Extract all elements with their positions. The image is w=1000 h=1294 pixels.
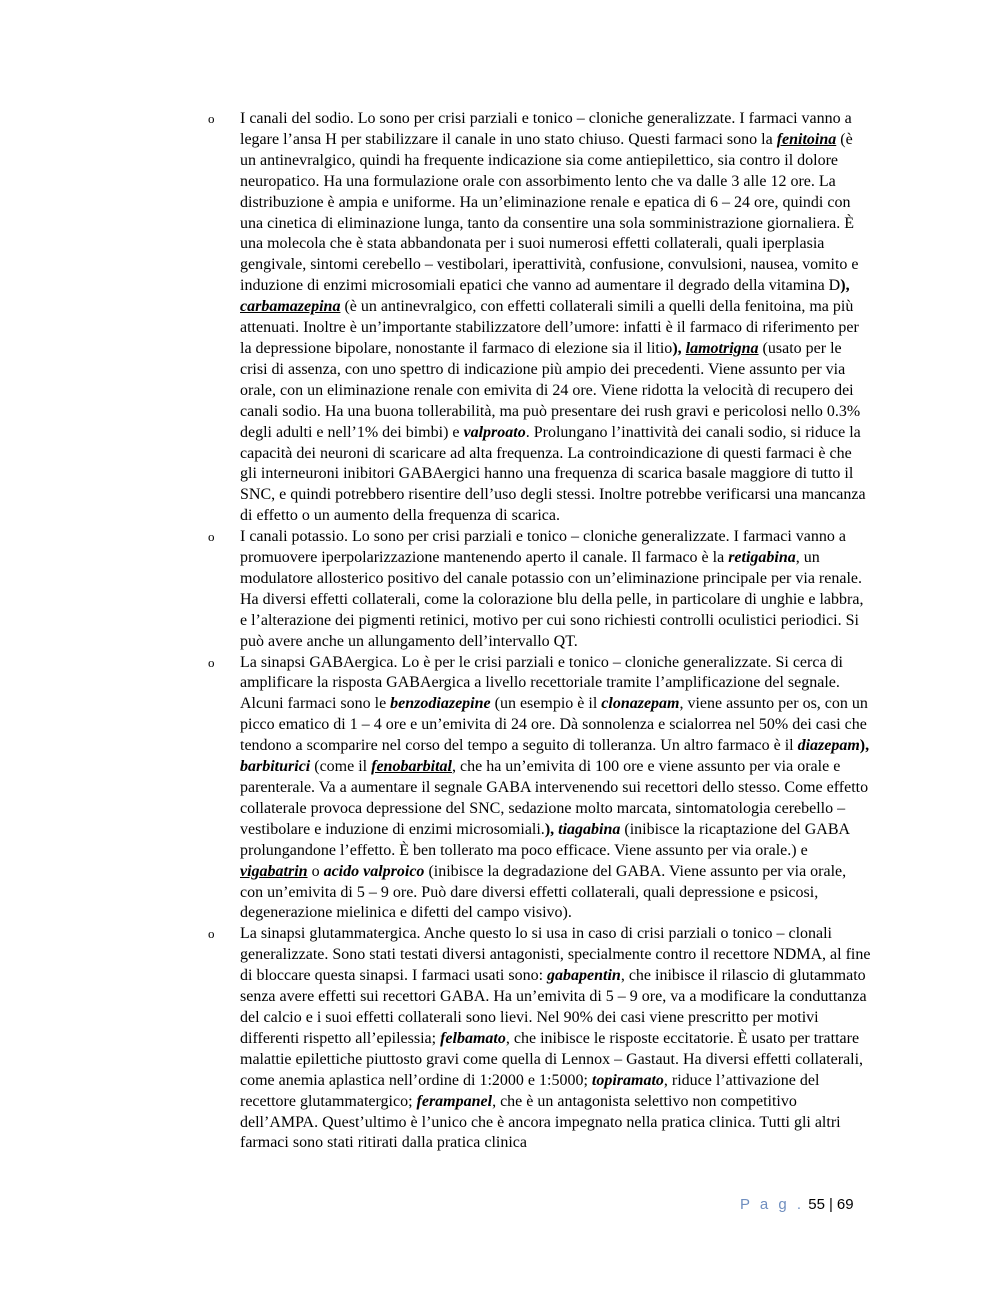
bullet-marker: o <box>208 529 215 545</box>
text-segment: , che ha un’emivita di 100 ore e viene assunto per via orale e parenterale. Va a aumentare il segnale GABA intervenendo sui recettori dello stesso. Come effetto collaterale provoca depressione del SNC, sedazione molto marcata, sintomatologia cerebello – vestibolare e induzione di enzimi microsomiali. <box>240 758 869 838</box>
text-segment: o <box>307 862 324 880</box>
bullet-marker: o <box>208 926 215 942</box>
drug-name: barbiturici <box>240 758 311 776</box>
text-segment: (usato per le crisi di assenza, con uno spettro di indicazione più ampio dei precedenti. Viene assunto per via orale, con un eliminazione renale con emivita di 24 ore. Viene ridotta la velocità di recupero dei canali sodio. Ha una buona tollerabilità, ma può presentare dei rush gravi e pericolosi nello 0.3% degli adulti e nell’1% dei bimbi) e <box>240 339 861 441</box>
text-segment: La sinapsi glutammatergica. Anche questo lo si usa in caso di crisi parziali o tonico – clonali generalizzate. Sono stati testati diversi antagonisti, specialmente contro il recettore NDMA, al fine di bloccare questa sinapsi. I farmaci usati sono: <box>240 925 871 985</box>
drug-name: valproato <box>463 423 526 441</box>
drug-name-underlined: vigabatrin <box>240 862 308 880</box>
text-segment: (inibisce la degradazione del GABA. Viene assunto per via orale, con un’emivita di 5 – 9 ore. Può dare diversi effetti collaterali, quali depressione e psicosi, degenerazione mielinica e difetti del campo visivo). <box>240 862 847 922</box>
text-segment-bold: ), <box>672 339 686 357</box>
list-item <box>208 527 872 652</box>
text-segment: . Prolungano l’inattività dei canali sodio, si riduce la capacità dei neuroni di scaricare ad alta frequenza. La controindicazione di questi farmaci è che gli interneuroni inibitori GABAergici hanno una frequenza di scarica basale maggiore di tutto il SNC, e quindi potrebbero risentire dell’uso degli stessi. Inoltre potrebbe verificarsi una mancanza di effetto o un aumento della frequenza di scarica. <box>240 423 866 525</box>
bullet-marker: o <box>208 654 215 670</box>
text-segment: (è un antinevralgico, con effetti collaterali simili a quelli della fenitoina, ma più attenuati. Inoltre è un’importante stabilizzatore dell’umore: infatti è il farmaco di riferimento per la depressione bipolare, nonostante il farmaco di elezione sia il litio <box>240 298 859 357</box>
drug-name: topiramato <box>591 1071 664 1089</box>
drug-name-underlined: lamotrigna <box>685 339 759 357</box>
drug-name-underlined: carbamazepina <box>240 298 341 316</box>
bullet-marker: o <box>208 111 215 126</box>
drug-name: ferampanel <box>416 1092 493 1110</box>
text-segment-bold: ), <box>840 277 850 295</box>
text-segment-bold: ), <box>859 737 870 755</box>
list-item <box>208 109 872 527</box>
text-segment: , un modulatore allosterico positivo del canale potassio con un’eliminazione principale per via renale. Ha diversi effetti collaterali, come la colorazione blu della pelle, in particolare di unghie e labbra, e l’alterazione dei pigmenti retinici, motivo per cui sono richiesti controlli oculistici periodici. Si può avere anche un allungamento dell’intervallo QT. <box>240 549 864 650</box>
drug-name: felbamato <box>440 1029 506 1047</box>
text-segment: , viene assunto per os, con un picco ematico di 1 – 4 ore e un’emivita di 24 ore. Dà sonnolenza e scialorrea nel 50% dei casi che tendono a scomparire nel corso del tempo a seguito di tolleranza. Un altro farmaco è il <box>240 695 868 755</box>
drug-name: acido valproico <box>323 862 425 880</box>
drug-name-underlined: fenobarbital <box>371 758 452 776</box>
page-number: 55 <box>808 1196 825 1213</box>
page-footer <box>740 1196 854 1213</box>
text-segment: I canali del sodio. Lo sono per crisi parziali e tonico – cloniche generalizzate. I farmaci vanno a legare l’ansa H per stabilizzare il canale in uno stato chiuso. Questi farmaci sono la <box>240 110 852 148</box>
drug-name: retigabina <box>728 549 796 567</box>
text-segment: (inibisce la ricaptazione del GABA prolungandone l’effetto. È ben tollerato ma poco efficace. Viene assunto per via orale.) e <box>240 820 850 859</box>
drug-name: clonazepam <box>601 695 680 713</box>
page-separator: | <box>828 1196 833 1213</box>
text-segment: La sinapsi GABAergica. Lo è per le crisi parziali e tonico – cloniche generalizzate. Si cerca di amplificare la risposta GABAergica a livello recettoriale tramite l’amplificazione del segnale. Alcuni farmaci sono le <box>240 653 843 713</box>
list-item <box>208 924 872 1154</box>
page-content <box>208 109 872 1154</box>
text-segment: , che è un antagonista selettivo non competitivo dell’AMPA. Quest’ultimo è l’unico che è ancora impegnato nella pratica clinica. Tutti gli altri farmaci sono stati ritirati dalla pratica clinica <box>240 1092 841 1152</box>
page-label: P a g . <box>740 1196 805 1213</box>
drug-name: benzodiazepine <box>390 695 491 713</box>
drug-name-underlined: fenitoina <box>776 130 837 148</box>
text-segment: (come il <box>310 758 372 776</box>
list-item <box>208 653 872 925</box>
page-total: 69 <box>836 1196 854 1213</box>
text-segment: , riduce l’attivazione del recettore glutammatergico; <box>240 1071 820 1110</box>
text-segment: , che inibisce le risposte eccitatorie. È usato per trattare malattie epilettiche piuttosto gravi come quella di Lennox – Gastaut. Ha diversi effetti collaterali, come anemia aplastica nell’ordine di 1:2000 e 1:5000; <box>240 1029 864 1089</box>
text-segment: (è un antinevralgico, quindi ha frequente indicazione sia come antiepilettico, sia contro il dolore neuropatico. Ha una formulazione orale con assorbimento lento che va dalle 3 alle 12 ore. La distribuzione è ampia e uniforme. Ha un’eliminazione renale e epatica di 6 – 24 ore, quindi con una cinetica di eliminazione lunga, tanto da consentire una sola somministrazione giornaliera. È una molecola che è stata abbandonata per i suoi numerosi effetti collaterali, quali iperplasia gengivale, sintomi cerebello – vestibolari, iperattività, confusione, convulsioni, nausea, vomito e induzione di enzimi microsomiali epatici che vanno ad aumentare il degrado della vitamina D <box>240 130 859 295</box>
drug-name: tiagabina <box>558 820 621 838</box>
text-segment-bold: ), <box>544 820 559 838</box>
text-segment: I canali potassio. Lo sono per crisi parziali e tonico – cloniche generalizzate. I farmaci vanno a promuovere iperpolarizzazione mantenendo aperto il canale. Il farmaco è la <box>240 528 846 567</box>
text-segment: (un esempio è il <box>490 695 602 713</box>
drug-name: diazepam <box>797 737 860 755</box>
drug-name: gabapentin <box>547 967 621 985</box>
text-segment: , che inibisce il rilascio di glutammato senza avere effetti sui recettori GABA. Ha un’emivita di 5 – 9 ore, va a modificare la conduttanza del calcio e i suoi effetti collaterali sono lievi. Nel 90% dei casi viene prescritto per motivi differenti rispetto all’epilessia; <box>240 967 867 1047</box>
